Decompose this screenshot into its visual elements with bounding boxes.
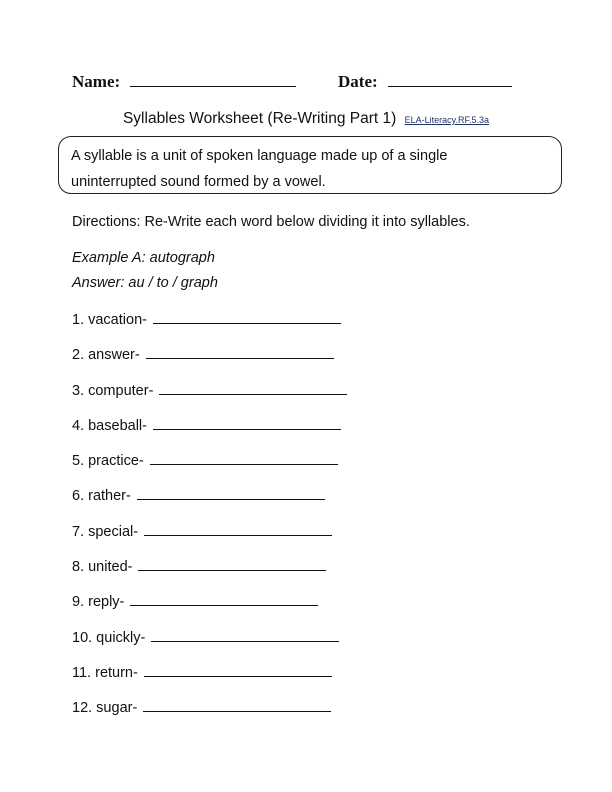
title-text: Syllables Worksheet (Re-Writing Part 1) [122, 110, 397, 127]
exercise-item [72, 557, 347, 592]
answer-blank[interactable] [144, 522, 332, 536]
exercise-item [72, 628, 347, 663]
exercise-item [72, 663, 347, 698]
answer-blank[interactable] [150, 451, 338, 465]
answer-blank[interactable] [151, 628, 339, 642]
answer-blank[interactable] [153, 416, 341, 430]
answer-blank[interactable] [144, 663, 332, 677]
exercise-item [72, 416, 347, 451]
exercise-label: 5. practice- [72, 453, 144, 470]
exercise-label: 1. vacation- [72, 312, 147, 328]
exercise-label: 2. answer- [72, 347, 140, 364]
exercise-label: 12. sugar- [72, 700, 138, 717]
answer-blank[interactable] [159, 381, 347, 395]
answer-blank[interactable] [153, 310, 341, 324]
exercise-label: 7. special- [72, 523, 139, 540]
date-label: Date: [338, 72, 378, 91]
exercise-label: 8. united- [72, 559, 133, 576]
exercise-item [72, 592, 347, 627]
exercise-label: 9. reply- [72, 594, 125, 611]
word-list [72, 310, 347, 734]
exercise-item [72, 698, 347, 733]
answer-blank[interactable] [143, 698, 331, 712]
answer-blank[interactable] [130, 592, 318, 606]
example-answer: Answer: au / to / graph [72, 275, 218, 291]
name-blank[interactable] [130, 72, 296, 87]
exercise-item [72, 345, 347, 380]
exercise-item [72, 522, 347, 557]
exercise-item [72, 451, 347, 486]
definition-box [58, 136, 562, 194]
name-field[interactable] [72, 72, 296, 92]
example-prompt: Example A: autograph [72, 250, 215, 266]
exercise-label: 11. return- [72, 664, 138, 681]
exercise-label: 4. baseball- [72, 417, 147, 434]
exercise-label: 10. quickly- [72, 629, 146, 646]
exercise-label: 6. rather- [72, 488, 131, 505]
date-blank[interactable] [388, 72, 512, 87]
standard-link[interactable]: ELA-Literacy.RF.5.3a [404, 115, 490, 125]
exercise-label: 3. computer- [72, 382, 154, 399]
answer-blank[interactable] [137, 486, 325, 500]
name-label: Name: [72, 72, 121, 91]
exercise-item [72, 486, 347, 521]
directions-text: Directions: Re-Write each word below dividing it into syllables. [72, 214, 470, 230]
exercise-item [72, 310, 347, 345]
definition-line-1: A syllable is a unit of spoken language made up of a single [71, 148, 448, 164]
answer-blank[interactable] [138, 557, 326, 571]
worksheet-title [0, 110, 612, 128]
answer-blank[interactable] [146, 345, 334, 359]
exercise-item [72, 381, 347, 416]
date-field[interactable] [338, 72, 512, 92]
definition-line-2: uninterrupted sound formed by a vowel. [71, 174, 326, 190]
